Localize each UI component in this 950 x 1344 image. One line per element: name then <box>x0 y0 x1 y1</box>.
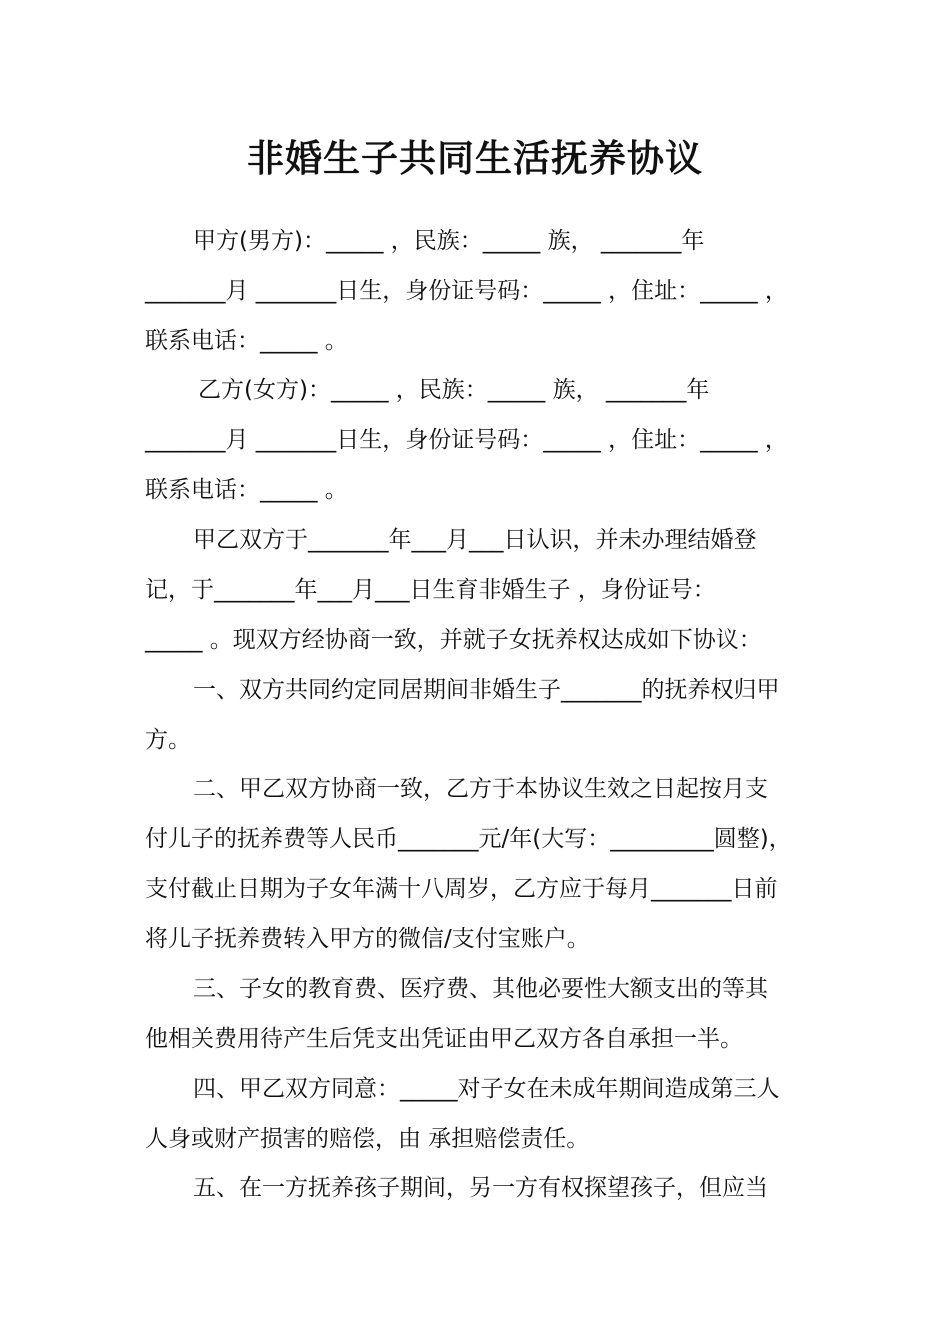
paragraph-line-intro-2: 记，于_______年___月___日生育非婚生子 ，身份证号： <box>145 577 716 603</box>
paragraph-line-clause-1-b: 方。 <box>145 727 191 753</box>
paragraph-line-clause-5-a: 五、在一方抚养孩子期间，另一方有权探望孩子，但应当 <box>193 1175 768 1201</box>
paragraph-line-party-b-3: 联系电话：_____ 。 <box>145 477 348 503</box>
paragraph-line-clause-4-b: 人身或财产损害的赔偿，由 承担赔偿责任。 <box>145 1126 590 1152</box>
paragraph-line-clause-3-b: 他相关费用待产生后凭支出凭证由甲乙双方各自承担一半。 <box>145 1026 743 1052</box>
paragraph-line-clause-2-d: 将儿子抚养费转入甲方的微信/支付宝账户。 <box>145 926 590 952</box>
paragraph-line-clause-1-a: 一、双方共同约定同居期间非婚生子_______的抚养权归甲 <box>193 677 780 703</box>
paragraph-line-clause-2-b: 付儿子的抚养费等人民币_______元/年(大写：_________圆整)， <box>145 826 792 852</box>
paragraph-line-party-b-1: 乙方(女方)：_____ ，民族：_____ 族， _______年 <box>198 377 710 403</box>
paragraph-line-clause-4-a: 四、甲乙双方同意：_____对子女在未成年期间造成第三人 <box>193 1076 780 1102</box>
paragraph-line-intro-3: _____ 。现双方经协商一致，并就子女抚养权达成如下协议： <box>145 627 762 653</box>
paragraph-line-clause-2-a: 二、甲乙双方协商一致，乙方于本协议生效之日起按月支 <box>193 776 768 802</box>
paragraph-line-clause-3-a: 三、子女的教育费、医疗费、其他必要性大额支出的等其 <box>193 976 768 1002</box>
paragraph-line-party-b-2: _______月 _______日生，身份证号码：_____ ，住址：_____ ， <box>145 427 788 453</box>
paragraph-line-clause-2-c: 支付截止日期为子女年满十八周岁，乙方应于每月_______日前 <box>145 876 778 902</box>
document-title: 非婚生子共同生活抚养协议 <box>247 137 703 180</box>
paragraph-line-intro-1: 甲乙双方于_______年___月___日认识，并未办理结婚登 <box>193 527 757 553</box>
paragraph-line-party-a-1: 甲方(男方)：_____ ，民族：_____ 族， _______年 <box>193 228 705 254</box>
paragraph-line-party-a-2: _______月 _______日生，身份证号码：_____ ，住址：_____ ， <box>145 278 788 304</box>
paragraph-line-party-a-3: 联系电话：_____ 。 <box>145 328 348 354</box>
